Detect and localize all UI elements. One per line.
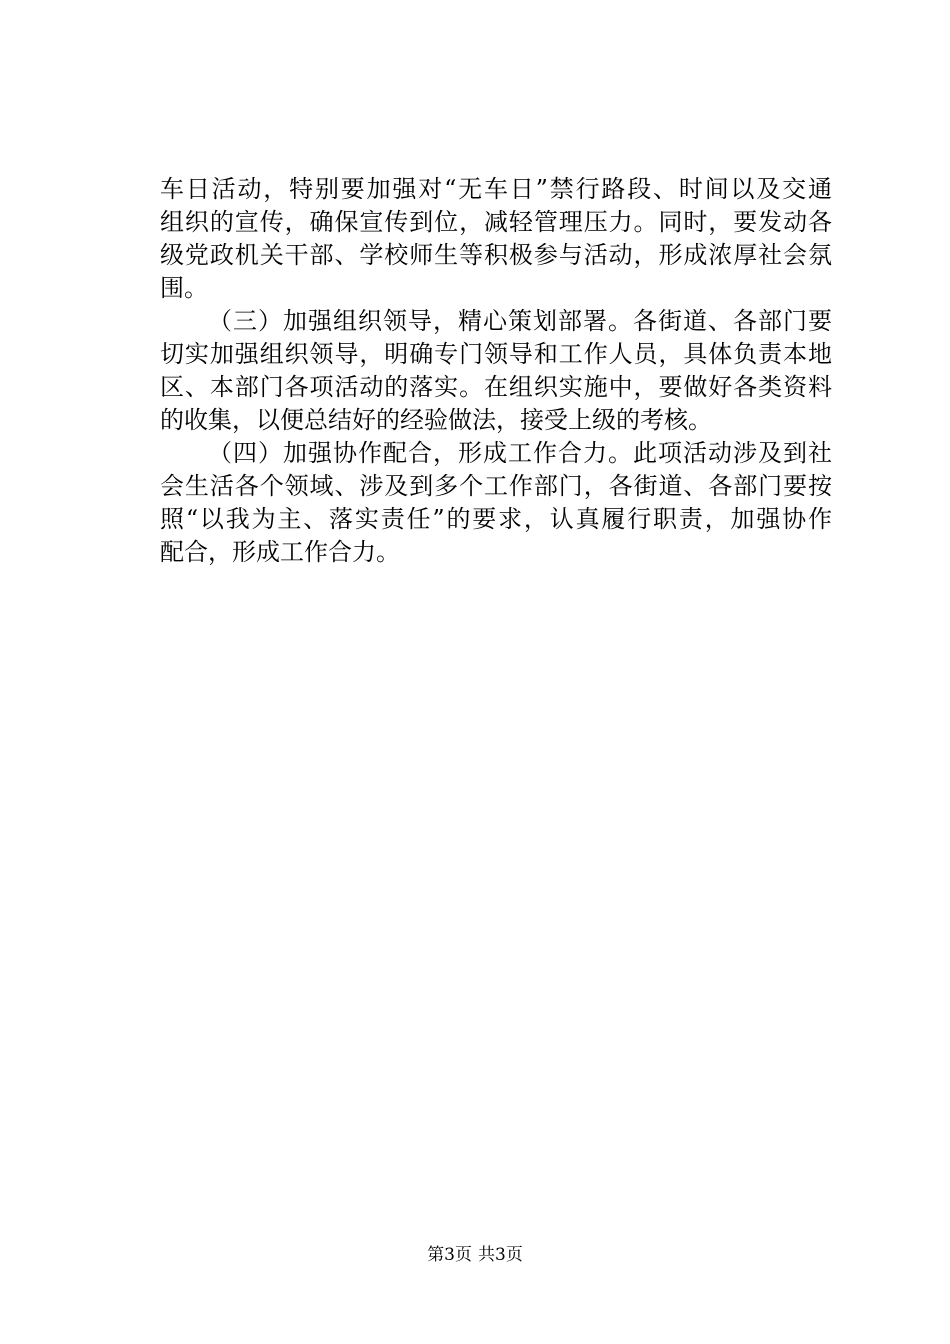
text-line: 照“以我为主、落实责任”的要求，认真履行职责，加强协作 [160,505,832,533]
document-body [160,173,832,569]
page-number: 第3页 [427,1245,472,1265]
text-line: 组织的宣传，确保宣传到位，减轻管理压力。同时，要发动各 [160,208,832,236]
text-line: （三）加强组织领导，精心策划部署。各街道、各部门要 [208,307,832,335]
text-line: 车日活动，特别要加强对“无车日”禁行路段、时间以及交通 [160,175,832,203]
text-line: 区、本部门各项活动的落实。在组织实施中，要做好各类资料 [160,373,832,401]
paragraph-section-3 [160,305,832,437]
page-total: 共3页 [478,1245,523,1265]
paragraph-continuation [160,173,832,305]
text-line: 的收集，以便总结好的经验做法，接受上级的考核。 [160,406,712,434]
text-line: （四）加强协作配合，形成工作合力。此项活动涉及到社 [208,439,832,467]
text-line: 切实加强组织领导，明确专门领导和工作人员，具体负责本地 [160,340,832,368]
text-line: 级党政机关干部、学校师生等积极参与活动，形成浓厚社会氛 [160,241,832,269]
text-line: 会生活各个领域、涉及到多个工作部门，各街道、各部门要按 [160,472,832,500]
paragraph-section-4 [160,437,832,569]
page-footer [0,1243,950,1267]
text-line: 围。 [160,274,208,302]
text-line: 配合，形成工作合力。 [160,538,400,566]
